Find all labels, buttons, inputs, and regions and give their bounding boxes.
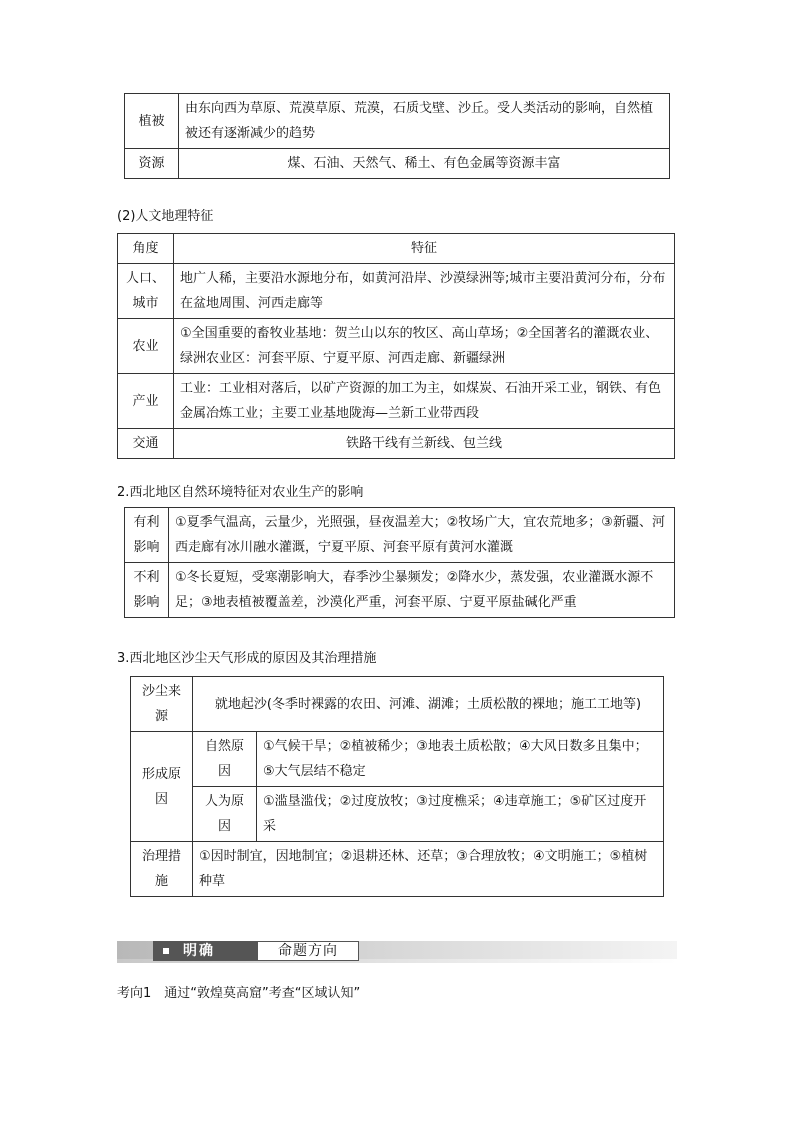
table-row (131, 677, 664, 732)
row-label: 形成原因 (131, 732, 193, 842)
sub-label: 人为原因 (193, 787, 257, 842)
table-row (131, 732, 664, 787)
row-label: 治理措施 (131, 842, 193, 897)
table-row (118, 429, 675, 459)
table-row (125, 149, 670, 179)
row-label: 产业 (118, 374, 174, 429)
row-text: 地广人稀，主要沿水源地分布，如黄河沿岸、沙漠绿洲等;城市主要沿黄河分布，分布在盆地周围、河西走廊等 (174, 264, 675, 319)
row-label: 沙尘来源 (131, 677, 193, 732)
row-text: 由东向西为草原、荒漠草原、荒漠，石质戈壁、沙丘。受人类活动的影响，自然植被还有逐渐减少的趋势 (179, 94, 670, 149)
row-text: ①全国重要的畜牧业基地：贺兰山以东的牧区、高山草场；②全国著名的灌溉农业、绿洲农业区：河套平原、宁夏平原、河西走廊、新疆绿洲 (174, 319, 675, 374)
table-row (131, 787, 664, 842)
table-row (131, 842, 664, 897)
agriculture-impact-table (124, 507, 675, 618)
natural-features-table-continued (124, 93, 670, 179)
column-header: 特征 (174, 234, 675, 264)
row-text: 煤、石油、天然气、稀土、有色金属等资源丰富 (179, 149, 670, 179)
table-row (118, 374, 675, 429)
row-text: 铁路干线有兰新线、包兰线 (174, 429, 675, 459)
table-row (118, 264, 675, 319)
sub-label: 自然原因 (193, 732, 257, 787)
banner-label-dark (153, 941, 257, 961)
row-text: ①因时制宜，因地制宜；②退耕还林、还草；③合理放牧；④文明施工；⑤植树种草 (193, 842, 664, 897)
row-label: 有利影响 (125, 508, 169, 563)
row-text: ①冬长夏短，受寒潮影响大，春季沙尘暴频发；②降水少，蒸发强，农业灌溉水源不足；③地表植被覆盖差，沙漠化严重，河套平原、宁夏平原盐碱化严重 (169, 563, 675, 618)
row-text: ①夏季气温高，云量少，光照强，昼夜温差大；②牧场广大，宜农荒地多；③新疆、河西走廊有冰川融水灌溉，宁夏平原、河套平原有黄河水灌溉 (169, 508, 675, 563)
table-row (118, 319, 675, 374)
row-text: 工业：工业相对落后，以矿产资源的加工为主，如煤炭、石油开采工业，钢铁、有色金属冶炼工业；主要工业基地陇海—兰新工业带西段 (174, 374, 675, 429)
table-row (125, 94, 670, 149)
row-label: 农业 (118, 319, 174, 374)
section-heading: 3.西北地区沙尘天气形成的原因及其治理措施 (117, 651, 377, 666)
row-label: 人口、城市 (118, 264, 174, 319)
section-banner (117, 941, 677, 963)
row-text: 就地起沙(冬季时裸露的农田、河滩、湖滩；土质松散的裸地；施工工地等) (193, 677, 664, 732)
row-label: 资源 (125, 149, 179, 179)
column-header: 角度 (118, 234, 174, 264)
exam-direction-line: 考向1 通过“敦煌莫高窟”考查“区域认知” (117, 986, 361, 1001)
human-geography-table (117, 233, 675, 459)
banner-left-text: 明确 (183, 943, 215, 959)
row-label: 交通 (118, 429, 174, 459)
banner-label-box: 命题方向 (257, 941, 359, 961)
row-label: 不利影响 (125, 563, 169, 618)
row-text: ①滥垦滥伐；②过度放牧；③过度樵采；④违章施工；⑤矿区过度开采 (257, 787, 664, 842)
dust-weather-table (130, 676, 664, 897)
section-heading: 2.西北地区自然环境特征对农业生产的影响 (117, 485, 364, 500)
table-header-row (118, 234, 675, 264)
row-text: ①气候干旱；②植被稀少；③地表土质松散；④大风日数多且集中；⑤大气层结不稳定 (257, 732, 664, 787)
table-row (125, 508, 675, 563)
section-heading: (2)人文地理特征 (117, 209, 214, 224)
square-bullet-icon (163, 948, 169, 954)
table-row (125, 563, 675, 618)
row-label: 植被 (125, 94, 179, 149)
